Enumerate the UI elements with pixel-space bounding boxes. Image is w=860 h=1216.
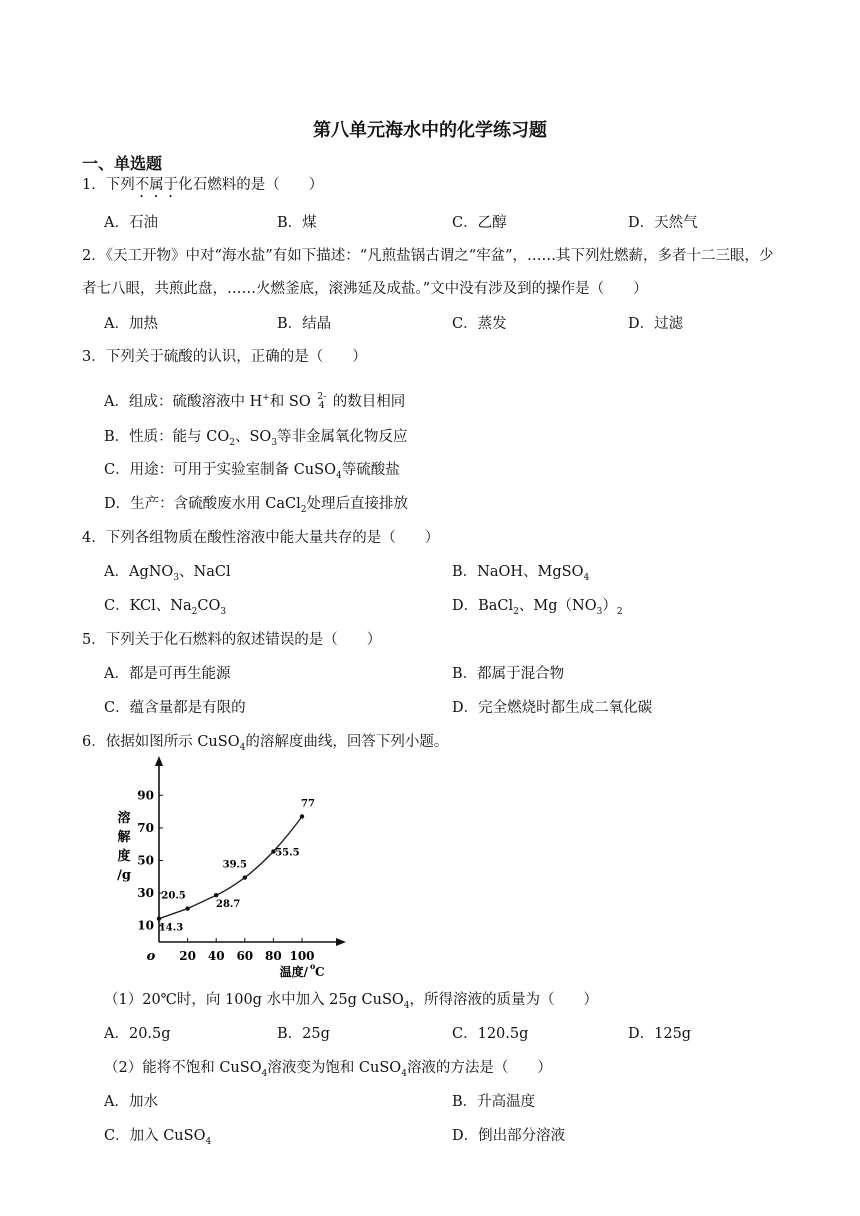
emphasis-text: 不属于 — [134, 177, 179, 193]
y-tick-label: 50 — [137, 853, 154, 868]
q4-option-c: C．KCl、$Na_2CO_3$ — [104, 598, 227, 617]
q3-option-b: B．性质：能与 $CO_2$、$SO_3$等非金属氧化物反应 — [104, 429, 408, 448]
question-2-stem: 2．《天工开物》中对“海水盐”有如下描述：“凡煎盐锅古谓之“牢盆”，……其下列灶燃薪，多者十二三眼，少者七八眼，共煎此盘，……火燃釜底，滚沸延及成盐。”文中没有涉及到的操作是（ ） — [82, 248, 774, 297]
q6-sub1-option-a: A．20.5g — [104, 1026, 171, 1042]
question-4-stem: 4．下列各组物质在酸性溶液中能大量共存的是（ ） — [82, 530, 440, 546]
x-tick-label: 80 — [265, 949, 282, 963]
q4-option-b: B．NaOH、MgSO$_4$ — [452, 564, 590, 583]
q1-option-a: A．石油 — [104, 215, 158, 231]
x-axis-arrow — [336, 938, 346, 946]
y-tick-label: 30 — [137, 886, 154, 901]
data-point — [157, 916, 161, 920]
q5-option-a: A．都是可再生能源 — [104, 666, 231, 682]
x-tick-label: 20 — [179, 949, 196, 963]
q6-sub2-option-c: C．加入 CuSO$_4$ — [104, 1128, 212, 1147]
y-tick-label: 70 — [137, 820, 154, 835]
q2-option-b: B．结晶 — [277, 316, 332, 332]
x-tick-label: 100 — [289, 949, 315, 963]
origin-label: o — [146, 949, 156, 964]
y-axis-label-char: 度 — [117, 849, 131, 864]
x-axis-label-unit: C — [315, 965, 325, 979]
y-axis-label-char: 解 — [117, 830, 131, 845]
data-label: 77 — [301, 798, 315, 810]
data-label: 20.5 — [161, 890, 186, 902]
page-title: 第八单元海水中的化学练习题 — [313, 120, 547, 141]
q6-sub1-option-d: D．125g — [628, 1026, 692, 1042]
q6-sub2-option-a: A．加水 — [104, 1094, 158, 1110]
data-label: 55.5 — [275, 847, 300, 859]
data-label: 39.5 — [222, 859, 247, 871]
x-tick-label: 60 — [236, 949, 254, 963]
q6-sub1-stem: （1）20℃时，向 100g 水中加入 25g CuSO$_4$，所得溶液的质量为（ ） — [104, 992, 599, 1011]
q6-sub2-stem: （2）能将不饱和 CuSO$_4$溶液变为饱和 CuSO$_4$溶液的方法是（ ） — [104, 1060, 552, 1079]
q2-option-c: C．蒸发 — [452, 316, 507, 332]
y-tick-label: 10 — [137, 918, 154, 933]
question-3-stem: 3．下列关于硫酸的认识，正确的是（ ） — [82, 349, 367, 365]
q5-option-b: B．都属于混合物 — [452, 666, 565, 682]
data-label: 28.7 — [216, 899, 241, 911]
section-heading: 一、单选题 — [82, 154, 163, 173]
q5-option-c: C．蕴含量都是有限的 — [104, 700, 246, 716]
y-axis-label-char: 溶 — [117, 811, 131, 826]
q5-option-d: D．完全燃烧时都生成二氧化碳 — [452, 700, 653, 716]
q6-sub1-option-c: C．120.5g — [452, 1026, 529, 1042]
y-axis-label-char: /g — [117, 868, 131, 883]
q4-option-a: A．AgNO$_3$、NaCl — [104, 564, 231, 583]
solubility-chart — [100, 752, 360, 982]
q2-option-a: A．加热 — [104, 316, 158, 332]
question-1-stem: 1．下列不属于化石燃料的是（ ） — [82, 177, 324, 193]
q2-option-d: D．过滤 — [628, 316, 684, 332]
q3-option-c: C．用途：可用于实验室制备 CuSO$_4$等硫酸盐 — [104, 462, 400, 481]
data-point — [300, 814, 304, 818]
data-point — [185, 906, 189, 910]
y-axis-arrow — [155, 756, 163, 766]
q6-sub1-option-b: B．25g — [277, 1026, 330, 1042]
question-6-stem: 6．依据如图所示 CuSO$_4$的溶解度曲线，回答下列小题。 — [82, 734, 449, 753]
q3-option-d: D．生产：含硫酸废水用 CaCl$_2$处理后直接排放 — [104, 496, 408, 515]
x-tick-label: 40 — [207, 949, 225, 963]
q6-sub2-option-d: D．倒出部分溶液 — [452, 1128, 566, 1144]
y-tick-label: 90 — [137, 788, 154, 803]
q1-option-c: C．乙醇 — [452, 215, 507, 231]
x-axis-label: 温度/ — [279, 965, 308, 979]
data-point — [243, 875, 247, 879]
q3-option-a: A．组成：硫酸溶液中 H+和 SO 2- 4 的数目相同 — [104, 391, 406, 411]
q4-option-d: D．BaCl$_2$、$Mg(NO_3)_2$ — [452, 598, 623, 617]
data-point — [214, 893, 218, 897]
question-5-stem: 5．下列关于化石燃料的叙述错误的是（ ） — [82, 632, 382, 648]
q6-sub2-option-b: B．升高温度 — [452, 1094, 536, 1110]
q1-option-b: B．煤 — [277, 215, 317, 231]
q1-option-d: D．天然气 — [628, 215, 698, 231]
x-axis-label-sup: o — [310, 961, 316, 971]
data-label: 14.3 — [158, 922, 184, 934]
